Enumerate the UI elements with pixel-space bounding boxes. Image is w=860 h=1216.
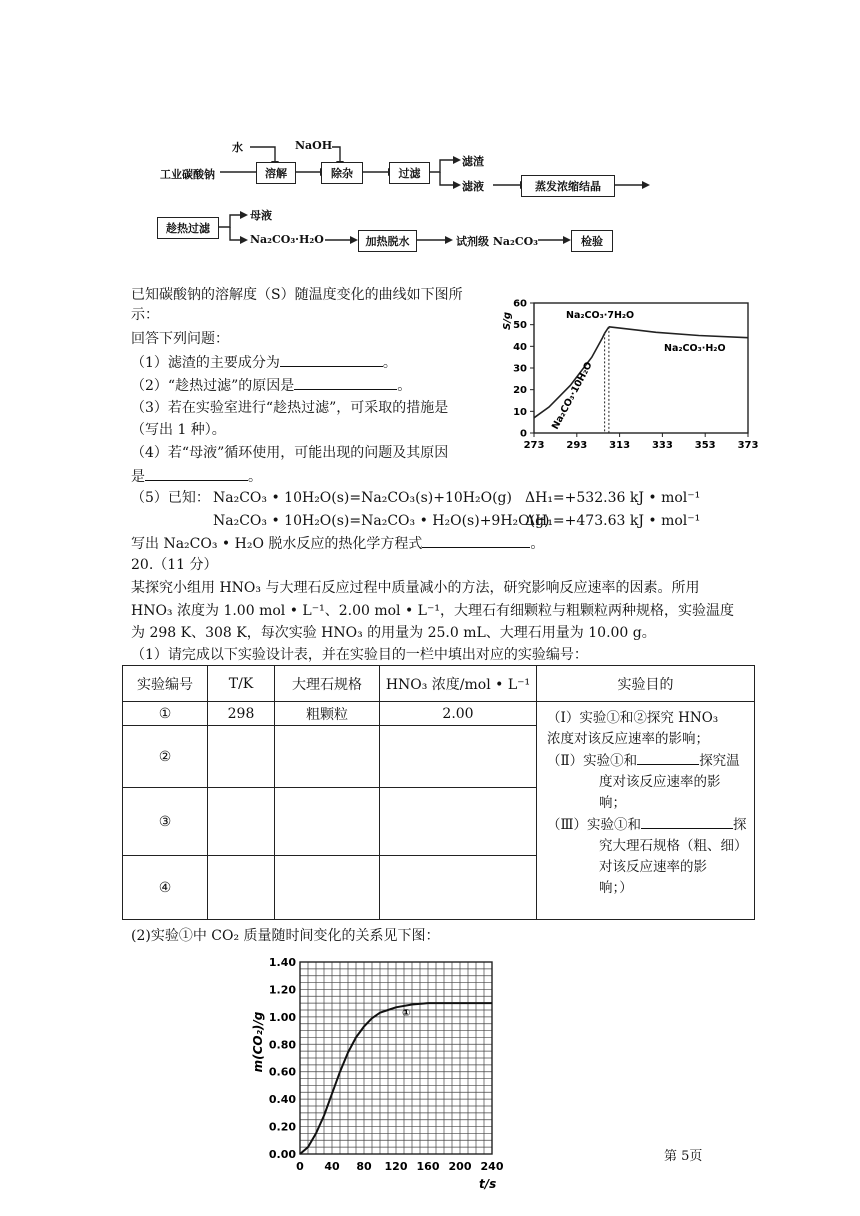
y-tick-label: 0.80 xyxy=(268,1038,296,1052)
enthalpy-2: ΔH₁=+473.63 kJ • mol⁻¹ xyxy=(525,513,701,529)
x-tick-label: 313 xyxy=(609,440,631,451)
y-tick-label: 50 xyxy=(513,320,527,332)
residue-label: 滤渣 xyxy=(462,155,484,168)
annotation-10h2o: Na₂CO₃·10H₂O xyxy=(549,360,595,432)
intro-line-1: 已知碳酸钠的溶解度（S）随温度变化的曲线如下图所 xyxy=(131,287,463,303)
purpose-line: 响；） xyxy=(599,880,633,896)
x-tick-label: 373 xyxy=(737,440,759,451)
q20-para-1: 某探究小组用 HNO₃ 与大理石反应过程中质量减小的方法，研究影响反应速率的因素。所用 xyxy=(131,580,700,596)
y-tick-label: 1.00 xyxy=(268,1010,296,1024)
x-tick-label: 40 xyxy=(324,1160,340,1173)
y-tick-label: 40 xyxy=(513,341,527,353)
q20-2-prompt: (2)实验①中 CO₂ 质量随时间变化的关系见下图： xyxy=(131,928,440,944)
y-tick-label: 10 xyxy=(513,406,527,418)
input-cell[interactable] xyxy=(380,726,537,788)
reagent-label: 试剂级 Na₂CO₃ xyxy=(456,235,538,248)
hydrate-label: Na₂CO₃·H₂O xyxy=(250,233,324,246)
x-tick-label: 80 xyxy=(356,1160,372,1173)
q19-1-end: 。 xyxy=(382,355,397,371)
header-cell: 大理石规格 xyxy=(275,666,380,702)
y-tick-label: 60 xyxy=(513,298,527,310)
experiment-design-table xyxy=(122,665,755,920)
prompt-line: 回答下列问题： xyxy=(131,331,229,347)
input-cell[interactable] xyxy=(380,856,537,920)
filter-box: 过滤 xyxy=(389,162,430,184)
intro-line-2: 示： xyxy=(131,307,159,323)
table-cell: ④ xyxy=(123,856,208,920)
header-cell: HNO₃ 浓度/mol • L⁻¹ xyxy=(380,666,537,702)
q19-2-end: 。 xyxy=(397,378,412,394)
purpose-line-3: （Ⅲ）实验①和 探 xyxy=(547,814,750,836)
x-tick-label: 160 xyxy=(416,1160,440,1173)
answer-blank[interactable] xyxy=(637,750,699,765)
y-tick-label: 1.40 xyxy=(268,956,296,969)
solubility-chart xyxy=(500,290,770,465)
q19-1-text: （1）滤渣的主要成分为 xyxy=(131,355,280,371)
y-tick-label: 1.20 xyxy=(268,983,296,997)
input-cell[interactable] xyxy=(208,856,275,920)
q20-heading: 20.（11 分） xyxy=(131,557,218,573)
input-cell[interactable] xyxy=(275,726,380,788)
y-tick-label: 0.20 xyxy=(268,1120,296,1134)
y-tick-label: 0 xyxy=(520,428,527,440)
x-tick-label: 120 xyxy=(384,1160,408,1173)
equation-1: Na₂CO₃ • 10H₂O(s)=Na₂CO₃(s)+10H₂O(g) xyxy=(213,490,512,506)
purpose-line-2: （Ⅱ）实验①和 探究温 xyxy=(547,750,750,772)
y-tick-label: 20 xyxy=(513,385,527,397)
q19-2 xyxy=(131,375,411,396)
q20-para-2: HNO₃ 浓度为 1.00 mol • L⁻¹、2.00 mol • L⁻¹，大理石有细颗粒与粗颗粒两种规格，实验温度 xyxy=(131,603,734,619)
y-axis-label: m(CO₂)/g xyxy=(251,1011,265,1073)
series-marker-label: ① xyxy=(402,1008,411,1019)
header-cell: T/K xyxy=(208,666,275,702)
purpose-line: 对该反应速率的影 xyxy=(599,859,707,875)
x-tick-label: 273 xyxy=(523,440,545,451)
answer-blank[interactable] xyxy=(641,814,733,829)
q19-4-text: 是 xyxy=(131,469,145,485)
table-header-row xyxy=(123,666,755,702)
answer-blank[interactable] xyxy=(294,375,397,390)
raw-material-label: 工业碳酸钠 xyxy=(160,168,215,181)
q19-4-end: 。 xyxy=(248,469,262,485)
y-tick-label: 0.60 xyxy=(268,1065,296,1079)
q19-3-line-1: （3）若在实验室进行“趁热过滤”，可采取的措施是 xyxy=(131,400,449,416)
q19-4-line-2 xyxy=(131,466,262,487)
table-row xyxy=(123,702,755,726)
x-tick-label: 333 xyxy=(651,440,673,451)
evaporate-box: 蒸发浓缩结晶 xyxy=(521,175,615,197)
x-tick-label: 240 xyxy=(480,1160,504,1173)
q20-para-3: 为 298 K、308 K，每次实验 HNO₃ 的用量为 25.0 mL、大理石用量为 10.00 g。 xyxy=(131,625,656,641)
annotation-7h2o: Na₂CO₃·7H₂O xyxy=(566,310,635,321)
table-cell: ② xyxy=(123,726,208,788)
answer-blank[interactable] xyxy=(145,466,248,481)
table-cell: 298 xyxy=(208,702,275,726)
header-cell: 实验编号 xyxy=(123,666,208,702)
input-cell[interactable] xyxy=(380,788,537,856)
x-axis-label: t/s xyxy=(479,1177,497,1191)
table-cell: ① xyxy=(123,702,208,726)
q19-2-text: （2）“趁热过滤”的原因是 xyxy=(131,378,295,394)
mother-liquor-label: 母液 xyxy=(250,209,272,222)
q20-1-prompt: （1）请完成以下实验设计表，并在实验目的一栏中填出对应的实验编号： xyxy=(131,647,588,663)
input-cell[interactable] xyxy=(275,856,380,920)
x-tick-label: 353 xyxy=(694,440,716,451)
enthalpy-1: ΔH₁=+532.36 kJ • mol⁻¹ xyxy=(525,490,701,506)
y-axis-label: S/g xyxy=(502,311,513,330)
q19-4-line-1: （4）若“母液”循环使用，可能出现的问题及其原因 xyxy=(131,445,449,461)
water-label: 水 xyxy=(232,141,243,154)
header-cell: 实验目的 xyxy=(537,666,755,702)
remove-impurity-box: 除杂 xyxy=(321,162,363,184)
series-line xyxy=(605,327,609,334)
q19-5-label: （5）已知： xyxy=(131,490,210,506)
equation-2: Na₂CO₃ • 10H₂O(s)=Na₂CO₃ • H₂O(s)+9H₂O(g) xyxy=(213,513,550,529)
dehydrate-box: 加热脱水 xyxy=(358,230,417,252)
q19-1 xyxy=(131,352,397,373)
purpose-line: （Ⅰ）实验①和②探究 HNO₃ xyxy=(547,710,719,726)
purpose-line: 度对该反应速率的影 xyxy=(599,774,721,790)
y-tick-label: 0.00 xyxy=(268,1148,296,1161)
input-cell[interactable] xyxy=(208,788,275,856)
table-cell: ③ xyxy=(123,788,208,856)
table-cell: 2.00 xyxy=(380,702,537,726)
dissolve-box: 溶解 xyxy=(256,162,296,184)
q19-3-line-2: （写出 1 种）。 xyxy=(131,422,226,438)
annotation-h2o: Na₂CO₃·H₂O xyxy=(664,343,726,354)
page-number: 第 5页 xyxy=(664,1149,703,1164)
purpose-line: 浓度对该反应速率的影响； xyxy=(547,731,709,747)
answer-blank[interactable] xyxy=(280,352,383,367)
filtrate-label: 滤液 xyxy=(462,180,484,193)
purpose-line: 响； xyxy=(599,795,626,811)
x-tick-label: 200 xyxy=(448,1160,472,1173)
inspect-box: 检验 xyxy=(571,230,613,252)
q19-5-ask xyxy=(131,533,544,554)
x-tick-label: 293 xyxy=(566,440,588,451)
y-tick-label: 30 xyxy=(513,363,527,375)
answer-blank[interactable] xyxy=(422,533,530,548)
table-cell: 粗颗粒 xyxy=(275,702,380,726)
naoh-label: NaOH xyxy=(295,139,333,152)
q19-5-end: 。 xyxy=(530,536,545,552)
y-tick-label: 0.40 xyxy=(268,1093,296,1107)
q19-5-text: 写出 Na₂CO₃ • H₂O 脱水反应的热化学方程式 xyxy=(131,536,423,552)
input-cell[interactable] xyxy=(208,726,275,788)
series-line xyxy=(609,327,748,338)
hot-filter-box: 趁热过滤 xyxy=(157,217,219,239)
purpose-cell xyxy=(537,702,755,920)
input-cell[interactable] xyxy=(275,788,380,856)
co2-mass-chart xyxy=(250,950,520,1200)
purpose-line: 究大理石规格（粗、细） xyxy=(599,838,748,854)
x-tick-label: 0 xyxy=(296,1160,304,1173)
